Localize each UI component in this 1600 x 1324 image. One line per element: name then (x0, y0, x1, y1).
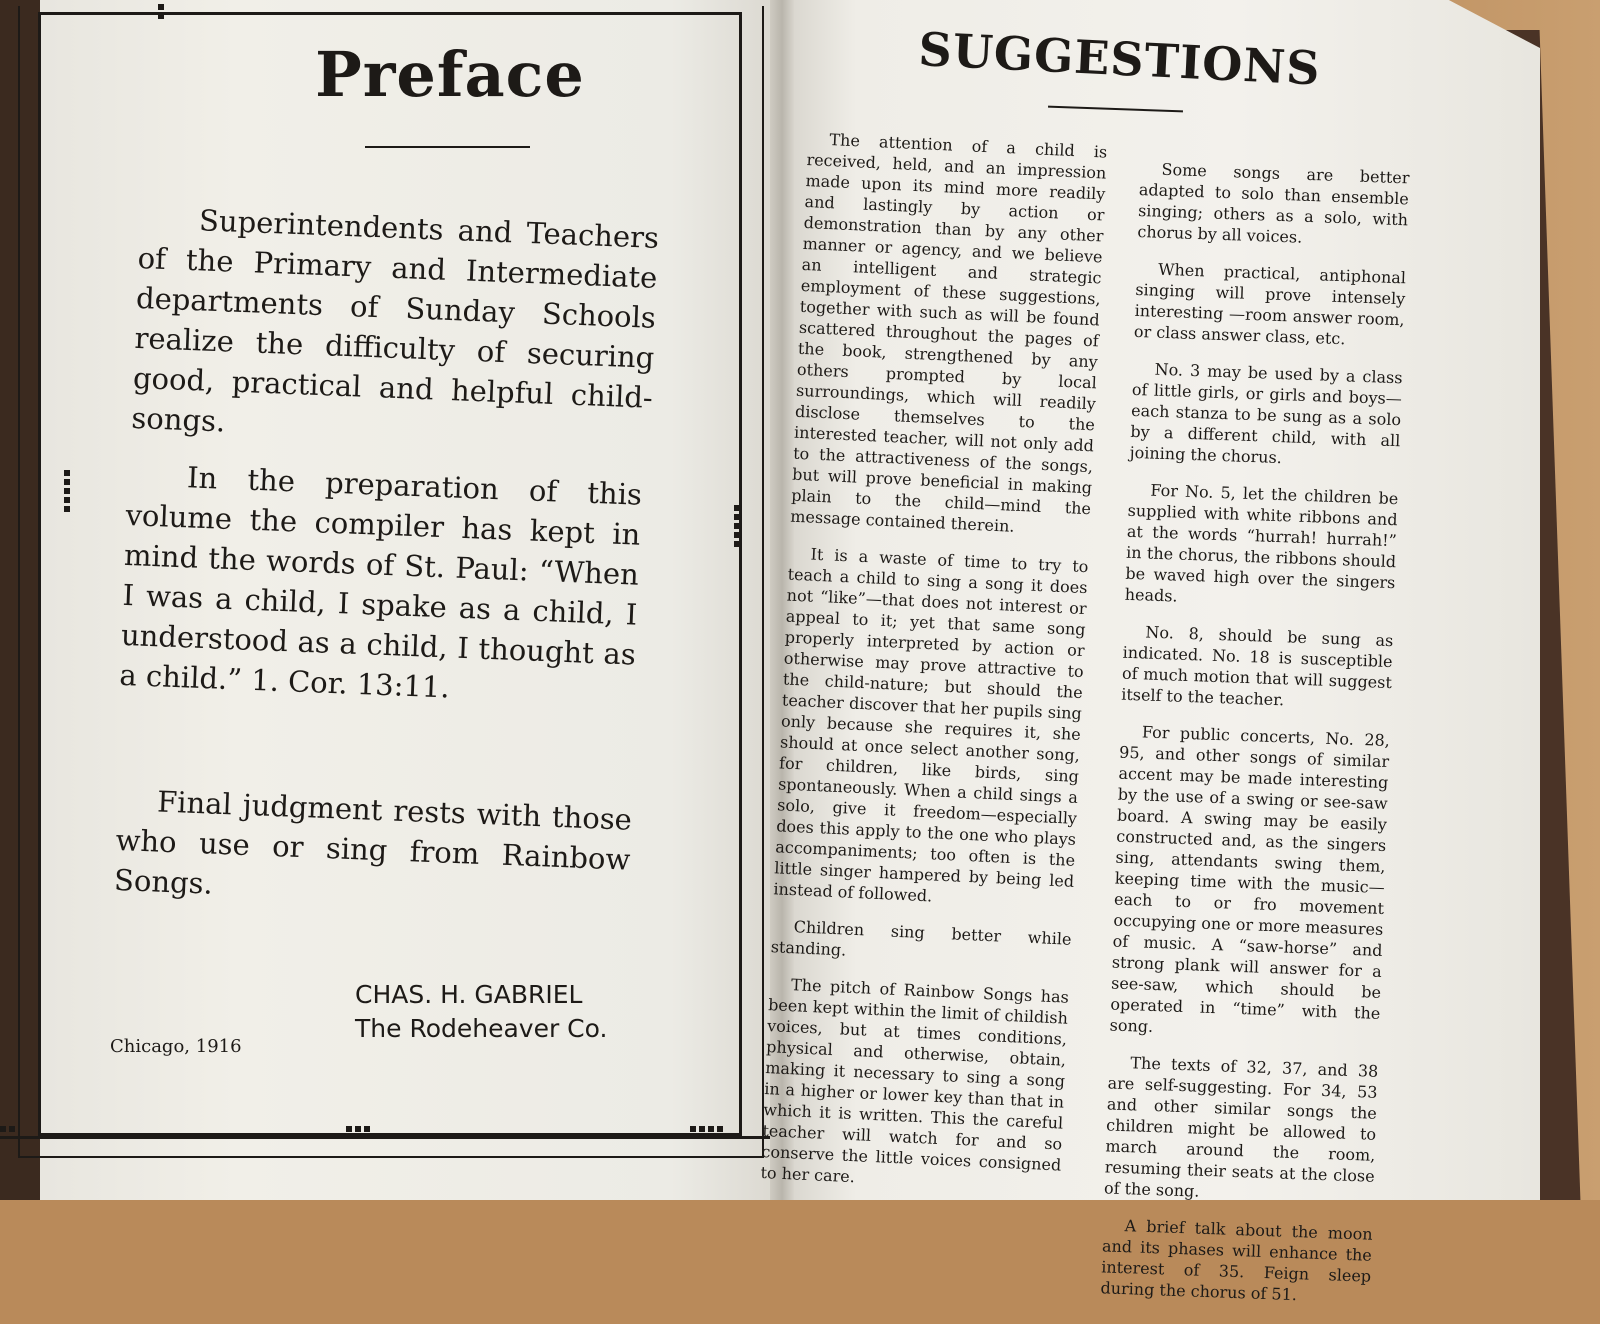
border-ornament-top (158, 4, 164, 19)
suggestions-column-left (759, 128, 1107, 1213)
preface-paragraph-1: Superintendents and Teachers of the Primary and Intermediate departments of Sunday Schools realize the difficulty of securing good, practical and helpful child-songs. (130, 203, 660, 439)
suggestion-paragraph: Some songs are better adapted to solo than ensemble singing; others as a solo, with chorus by all voices. (1137, 159, 1410, 247)
place-date: Chicago, 1916 (110, 1036, 242, 1057)
suggestion-paragraph: For public concerts, No. 28, 95, and other songs of similar accent may be made interesting by the use of a swing or see-saw board. A swing may be easily constructed and, as the singers sing, attendants swing them, keeping time with the music—each to or fro movement occupying one or more measures of music. A “saw-horse” and strong plank will answer for a see-saw, which should be operated in “time” with the song. (1109, 722, 1391, 1036)
border-ornament-corner-left (0, 1126, 15, 1132)
page-border-bottom (0, 1136, 770, 1139)
preface-paragraph-2: In the preparation of this volume the compiler has kept in mind the words of St. Paul: “When I was a child, I spake as a child, I understood as a child, I thought as a child.” 1. Cor. 13:11. (118, 460, 643, 705)
suggestions-title: SUGGESTIONS (917, 22, 1322, 96)
suggestions-column-right (1100, 158, 1410, 1324)
preface-paragraph-3: Final judgment rests with those who use or sing from Rainbow Songs. (113, 784, 633, 901)
suggestion-paragraph: The texts of 32, 37, and 38 are self-suggesting. For 34, 53 and other similar songs the children might be allowed to march around the room, resuming their seats at the close of the song. (1103, 1053, 1379, 1201)
suggestion-paragraph: The pitch of Rainbow Songs has been kept within the limit of childish voices, but at times conditions, physical and otherwise, obtain, making it necessary to sing a song in a higher or lower key than that in which it is written. This the careful teacher will watch for and so conserve the little voices consigned to her care. (760, 975, 1070, 1187)
border-ornament-left (64, 470, 70, 512)
suggestion-paragraph: Children sing better while standing. (770, 917, 1072, 960)
suggestion-paragraph: The attention of a child is received, held, and an impression made upon its mind more readily and lastingly by action or demonstration than by any other manner or agency, and we believe an intelligent and strategic employment of these suggestions, together with such as will be found scattered throughout the pages of the book, strengthened by any others prompted by local surroundings, which will readily disclose themselves to the interested teacher, will not only add to the attractiveness of the songs, but will prove beneficial in making plain to the child—mind the message contained therein. (789, 129, 1108, 536)
suggestion-paragraph: When practical, antiphonal singing will prove intensely interesting —room answer room, or class answer class, etc. (1133, 259, 1407, 349)
suggestion-paragraph: No. 3 may be used by a class of little girls, or girls and boys—each stanza to be sung as a solo by a different child, with all joining the chorus. (1129, 359, 1403, 468)
suggestion-paragraph: It is a waste of time to try to teach a child to sing a song it does not “like”—that does not interest or appeal to it; yet that same song properly interpreted by action or otherwise may prove attractive to the child-nature; but should the teacher discover that her pupils sing only because she requires it, she should at once select another song, for children, like birds, sing spontaneously. When a child sings a solo, give it freedom—especially does this apply to the one who plays accompaniments; too often is the little singer hampered by being led instead of followed. (773, 544, 1089, 906)
signature-publisher: The Rodeheaver Co. (355, 1014, 608, 1043)
suggestion-paragraph: No. 8, should be sung as indicated. No. 18 is susceptible of much motion that will suggest itself to the teacher. (1120, 622, 1394, 710)
signature-name: CHAS. H. GABRIEL (355, 980, 583, 1009)
suggestion-paragraph: A brief talk about the moon and its phases will enhance the interest of 35. Feign sleep during the chorus of 51. (1100, 1216, 1373, 1305)
border-ornament-bottom (346, 1126, 370, 1132)
title-rule (365, 146, 530, 148)
preface-title: Preface (315, 38, 585, 111)
border-ornament-corner (690, 1126, 723, 1132)
suggestion-paragraph: For No. 5, let the children be supplied with white ribbons and at the words “hurrah! hurrah!” in the chorus, the ribbons should be waved high over the singers heads. (1124, 480, 1399, 606)
border-ornament-right (734, 505, 740, 547)
signature (355, 978, 607, 1046)
